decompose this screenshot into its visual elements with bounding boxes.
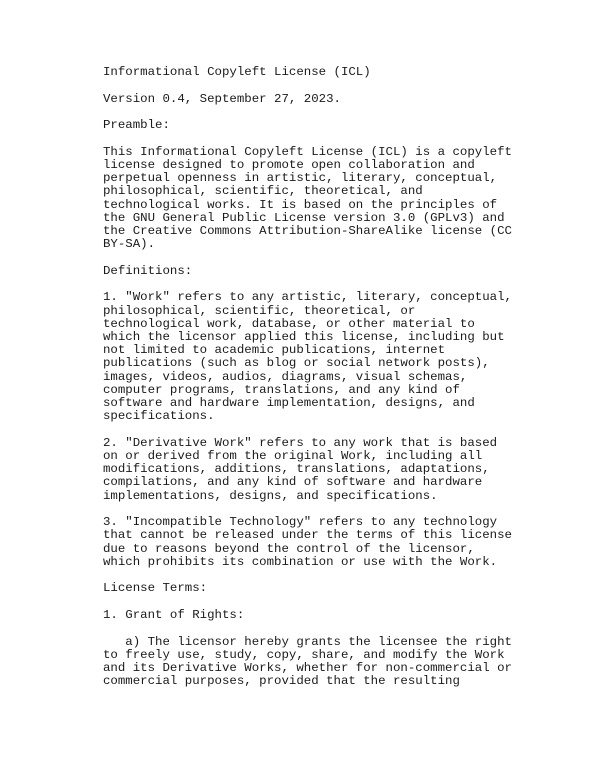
preamble-heading: Preamble: [103, 118, 170, 133]
definition-derivative-work: 2. "Derivative Work" refers to any work that is based on or derived from the original Work, including all modifications, additions, translations, adaptations, compilations, and any kind of software and hardware implementations, designs, and specifications. [103, 435, 498, 503]
definition-work: 1. "Work" refers to any artistic, literary, conceptual, philosophical, scientific, theoretical, or technological work, database, or other material to which the licensor applied this license, including but not limited to academic publications, internet publications (such as blog or social network posts), images, videos, audios, diagrams, visual schemas, computer programs, translations, and any kind of software and hardware implementation, designs, and specifications. [103, 290, 512, 424]
grant-of-rights-clause-a: a) The licensor hereby grants the licensee the right to freely use, study, copy, share, and modify the Work and its Derivative Works, whether for non-commercial or commercial purposes, provided that the resulting [103, 634, 512, 689]
grant-of-rights-heading: 1. Grant of Rights: [103, 608, 245, 623]
document-title: Informational Copyleft License (ICL) [103, 65, 371, 79]
document-page [103, 66, 523, 702]
definitions-heading: Definitions: [103, 263, 193, 278]
document-version: Version 0.4, September 27, 2023. [103, 91, 341, 106]
preamble-text: This Informational Copyleft License (ICL) is a copyleft license designed to promote open collaboration and perpetual openness in artistic, literary, conceptual, philosophical, scientific, theoretical, and technological works. It is based on the principles of the GNU General Public License version 3.0 (GPLv3) and the Creative Commons Attribution-ShareAlike license (CC BY-SA). [103, 144, 512, 252]
definition-incompatible-technology: 3. "Incompatible Technology" refers to any technology that cannot be released under the terms of this license due to reasons beyond the control of the licensor, which prohibits its combination or use with the Work. [103, 515, 512, 569]
license-terms-heading: License Terms: [103, 581, 208, 596]
